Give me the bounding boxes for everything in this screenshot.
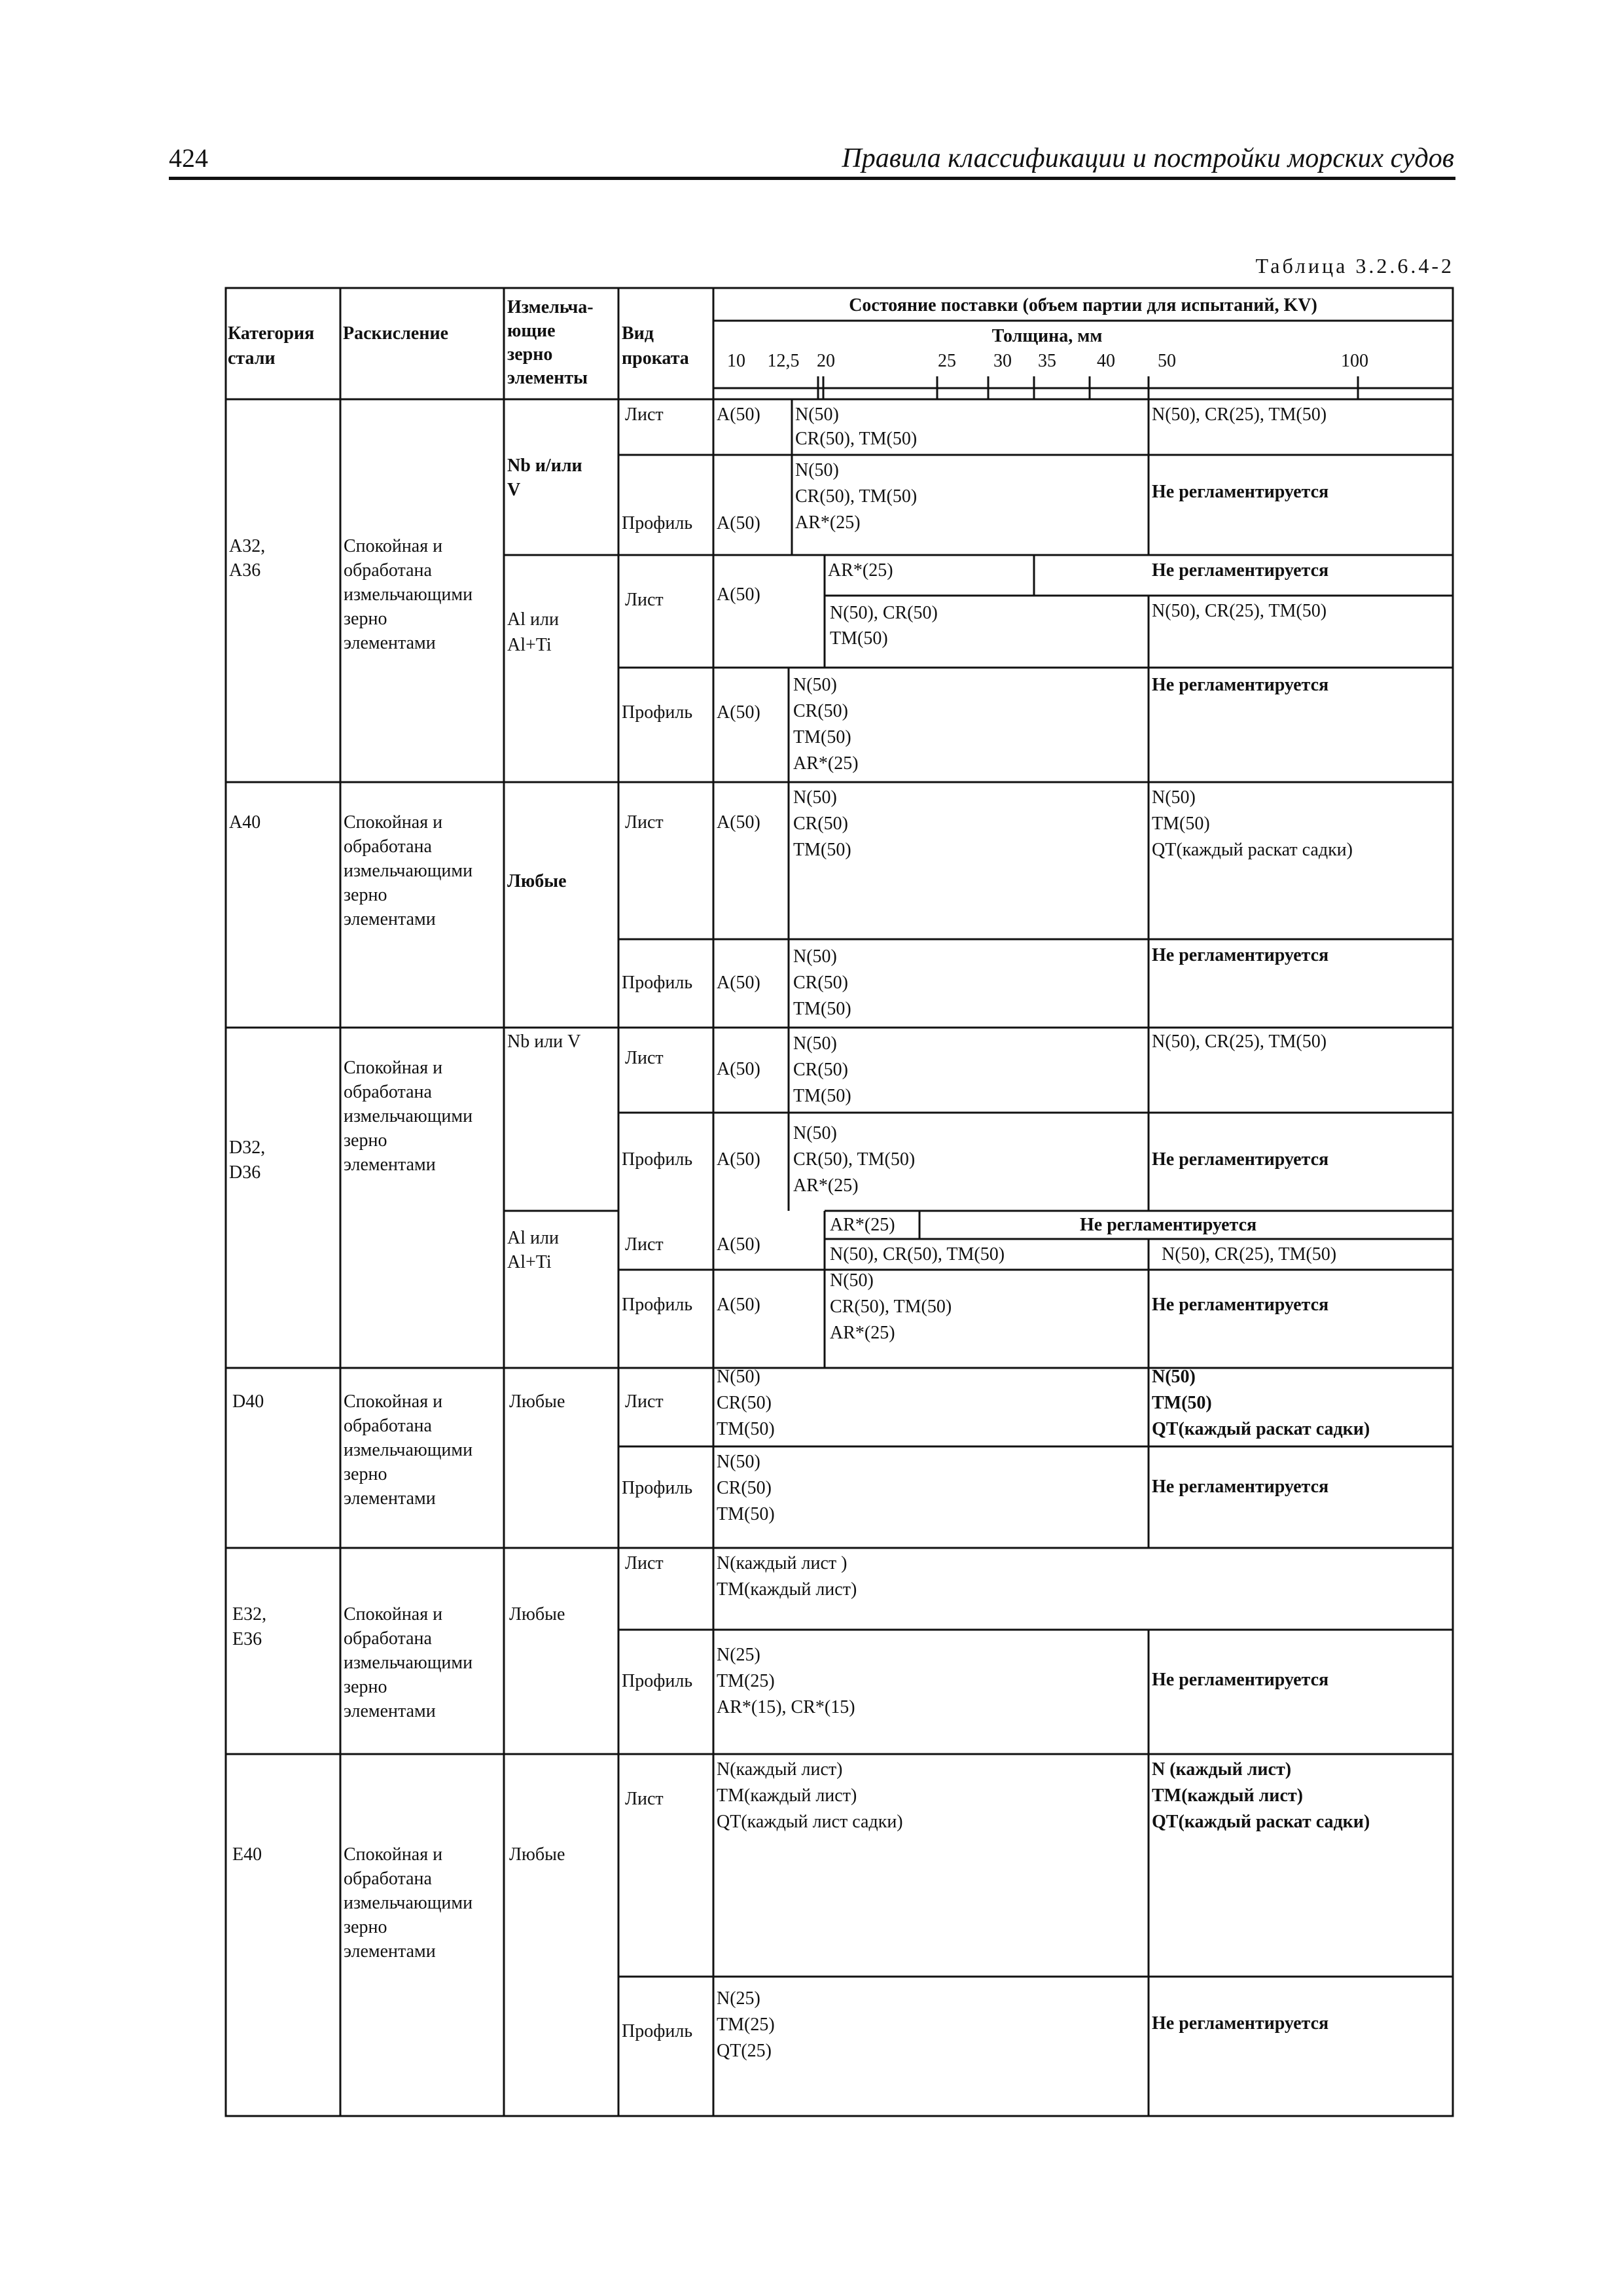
cell-value: CR(50)	[793, 814, 848, 834]
cell-value: Не регламентируется	[1152, 482, 1329, 502]
deoxidation-text: Спокойная и	[344, 536, 443, 556]
deoxidation-text: измельчающими	[344, 861, 473, 881]
product-form: Лист	[625, 1553, 664, 1573]
cell-value: N(50)	[793, 1033, 837, 1054]
product-form: Профиль	[622, 973, 693, 993]
deoxidation-text: измельчающими	[344, 1106, 473, 1126]
cell-value: A(50)	[717, 1059, 760, 1079]
cell-value: N(50)	[793, 787, 837, 808]
cell-value: TM(50)	[1152, 1393, 1212, 1413]
cell-value: N(50)	[795, 404, 839, 425]
deoxidation-text: обработана	[344, 1082, 432, 1102]
category-d40: D40	[232, 1391, 264, 1412]
cell-value: N (каждый лист)	[1152, 1759, 1292, 1780]
header-elements-line-3: зерно	[507, 344, 553, 365]
cell-value: QT(каждый лист садки)	[717, 1812, 903, 1832]
cell-value: AR*(25)	[828, 560, 893, 581]
cell-value: CR(50), TM(50)	[793, 1149, 916, 1170]
elements-text: Nb или V	[507, 1031, 581, 1052]
product-form: Профиль	[622, 513, 693, 533]
cell-value: N(50), CR(25), TM(50)	[1152, 1031, 1327, 1052]
cell-value: TM(каждый лист)	[717, 1579, 857, 1600]
running-title: Правила классификации и постройки морских судов	[842, 143, 1454, 173]
cell-value: TM(50)	[717, 1504, 775, 1524]
cell-value: Не регламентируется	[1152, 1149, 1329, 1170]
category-a32-a36: A36	[229, 560, 261, 581]
cell-value: N(50)	[717, 1367, 760, 1387]
cell-value: N(25)	[717, 1645, 760, 1665]
cell-value: Не регламентируется	[1152, 1295, 1329, 1315]
cell-value: CR(50)	[793, 1060, 848, 1080]
cell-value: Не регламентируется	[1152, 675, 1329, 695]
deoxidation-text: измельчающими	[344, 1653, 473, 1673]
cell-value: TM(50)	[793, 999, 851, 1019]
cell-value: Не регламентируется	[1152, 2013, 1329, 2034]
cell-value: AR*(25)	[795, 512, 861, 533]
cell-value: A(50)	[717, 513, 760, 533]
cell-value: N(50)	[830, 1270, 874, 1291]
header-category-line-1: Категория	[228, 323, 315, 344]
tick-label: 35	[1038, 351, 1056, 371]
product-form: Лист	[625, 812, 664, 833]
header-delivery-condition: Состояние поставки (объем партии для испытаний, KV)	[849, 295, 1317, 315]
deoxidation-text: зерно	[344, 609, 387, 629]
product-form: Профиль	[622, 1295, 693, 1315]
cell-value: A(50)	[717, 404, 760, 425]
cell-value: A(50)	[717, 812, 760, 833]
product-form: Профиль	[622, 2021, 693, 2041]
header-category-line-2: стали	[228, 348, 276, 368]
category-a32-a36: A32,	[229, 536, 266, 556]
product-form: Профиль	[622, 702, 693, 723]
cell-value: AR*(15), CR*(15)	[717, 1697, 855, 1717]
cell-value: QT(каждый раскат садки)	[1152, 840, 1353, 860]
cell-value: Не регламентируется	[1152, 1670, 1329, 1690]
cell-value: QT(каждый раскат садки)	[1152, 1812, 1370, 1832]
cell-value: TM(каждый лист)	[1152, 1785, 1303, 1806]
product-form: Лист	[625, 1234, 664, 1255]
cell-value: N(50)	[1152, 787, 1196, 808]
tick-label: 10	[727, 351, 745, 371]
cell-value: A(50)	[717, 1295, 760, 1315]
deoxidation-text: элементами	[344, 1155, 436, 1175]
tick-label: 20	[817, 351, 835, 371]
cell-value: Не регламентируется	[1152, 560, 1329, 581]
product-form: Лист	[625, 1048, 664, 1068]
cell-value: QT(25)	[717, 2041, 772, 2061]
deoxidation-text: элементами	[344, 1701, 436, 1721]
cell-value: QT(каждый раскат садки)	[1152, 1419, 1370, 1439]
deoxidation-text: обработана	[344, 1869, 432, 1889]
product-form: Лист	[625, 1789, 664, 1809]
category-e40: E40	[232, 1844, 262, 1865]
cell-value: N(50)	[717, 1452, 760, 1472]
cell-value: Не регламентируется	[1080, 1215, 1257, 1235]
tick-label: 40	[1097, 351, 1115, 371]
cell-value: N(50), CR(25), TM(50)	[1152, 404, 1327, 425]
cell-value: CR(50), TM(50)	[795, 486, 918, 507]
deoxidation-text: зерно	[344, 1917, 387, 1937]
cell-value: TM(50)	[793, 1086, 851, 1106]
deoxidation-text: обработана	[344, 560, 432, 581]
cell-value: A(50)	[717, 973, 760, 993]
cell-value: N(50), CR(50)	[830, 603, 938, 623]
deoxidation-text: Спокойная и	[344, 1844, 443, 1865]
tick-label: 25	[938, 351, 956, 371]
product-form: Профиль	[622, 1149, 693, 1170]
category-e32-e36: E32,	[232, 1604, 267, 1624]
cell-value: N(25)	[717, 1988, 760, 2009]
cell-value: TM(50)	[1152, 814, 1210, 834]
elements-text: Al+Ti	[507, 1252, 552, 1272]
cell-value: CR(50)	[717, 1393, 772, 1413]
category-a40: A40	[229, 812, 261, 833]
deoxidation-text: Спокойная и	[344, 1391, 443, 1412]
deoxidation-text: Спокойная и	[344, 1058, 443, 1078]
deoxidation-text: зерно	[344, 1464, 387, 1484]
tick-label: 50	[1158, 351, 1176, 371]
cell-value: AR*(25)	[793, 1175, 859, 1196]
cell-value: CR(50)	[793, 701, 848, 721]
elements-text: Любые	[509, 1391, 565, 1412]
cell-value: A(50)	[717, 584, 760, 605]
cell-value: A(50)	[717, 1149, 760, 1170]
header-product-form-line-1: Вид	[622, 323, 654, 344]
cell-value: N(50)	[793, 946, 837, 967]
header-elements-line-1: Измельча-	[507, 297, 594, 317]
cell-value: TM(каждый лист)	[717, 1785, 857, 1806]
deoxidation-text: измельчающими	[344, 1893, 473, 1913]
elements-text: Al или	[507, 609, 559, 630]
cell-value: AR*(25)	[793, 753, 859, 774]
elements-text: Любые	[507, 871, 567, 891]
category-e32-e36: E36	[232, 1629, 262, 1649]
cell-value: N(каждый лист)	[717, 1759, 843, 1780]
cell-value: CR(50)	[793, 973, 848, 993]
product-form: Лист	[625, 590, 664, 610]
cell-value: TM(50)	[717, 1419, 775, 1439]
elements-text: Al+Ti	[507, 635, 552, 655]
deoxidation-text: элементами	[344, 1488, 436, 1509]
cell-value: N(50)	[793, 1123, 837, 1143]
deoxidation-text: зерно	[344, 1130, 387, 1151]
deoxidation-text: обработана	[344, 836, 432, 857]
elements-text: Nb и/или	[507, 456, 582, 476]
cell-value: N(50), CR(25), TM(50)	[1152, 601, 1327, 621]
cell-value: Не регламентируется	[1152, 945, 1329, 965]
deoxidation-text: зерно	[344, 885, 387, 905]
cell-value: Не регламентируется	[1152, 1477, 1329, 1497]
deoxidation-text: обработана	[344, 1416, 432, 1436]
cell-value: TM(50)	[830, 628, 888, 649]
header-product-form-line-2: проката	[622, 348, 689, 368]
cell-value: N(50)	[793, 675, 837, 695]
category-d32-d36: D36	[229, 1162, 261, 1183]
thickness-ticks	[727, 351, 1368, 371]
cell-value: CR(50), TM(50)	[830, 1297, 952, 1317]
product-form: Профиль	[622, 1671, 693, 1691]
cell-value: N(50)	[795, 460, 839, 480]
cell-value: N(50), CR(50), TM(50)	[830, 1244, 1005, 1265]
deoxidation-text: обработана	[344, 1628, 432, 1649]
elements-text: Любые	[509, 1844, 565, 1865]
elements-text: Любые	[509, 1604, 565, 1624]
deoxidation-text: элементами	[344, 1941, 436, 1962]
elements-text: Al или	[507, 1228, 559, 1248]
header-elements-line-4: элементы	[507, 368, 588, 388]
cell-value: TM(50)	[793, 727, 851, 747]
cell-value: CR(50), TM(50)	[795, 429, 918, 449]
elements-text: V	[507, 480, 521, 500]
cell-value: TM(50)	[793, 840, 851, 860]
deoxidation-text: Спокойная и	[344, 812, 443, 833]
cell-value: CR(50)	[717, 1478, 772, 1498]
cell-value: A(50)	[717, 1234, 760, 1255]
page-number: 424	[169, 143, 208, 173]
cell-value: N(50), CR(25), TM(50)	[1162, 1244, 1337, 1265]
category-d32-d36: D32,	[229, 1138, 266, 1158]
header-elements-line-2: ющие	[507, 321, 556, 341]
cell-value: TM(25)	[717, 2015, 775, 2035]
deoxidation-text: измельчающими	[344, 1440, 473, 1460]
deoxidation-text: элементами	[344, 633, 436, 653]
deoxidation-text: элементами	[344, 909, 436, 929]
product-form: Лист	[625, 404, 664, 425]
deoxidation-text: измельчающими	[344, 584, 473, 605]
table-caption: Таблица 3.2.6.4-2	[1255, 254, 1454, 278]
deoxidation-text: Спокойная и	[344, 1604, 443, 1624]
cell-value: AR*(25)	[830, 1215, 895, 1235]
tick-label: 100	[1341, 351, 1368, 371]
product-form: Профиль	[622, 1478, 693, 1498]
cell-value: N(50)	[1152, 1367, 1196, 1387]
deoxidation-text: зерно	[344, 1677, 387, 1697]
header-deoxidation: Раскисление	[343, 323, 449, 344]
tick-label: 12,5	[767, 351, 800, 371]
cell-value: A(50)	[717, 702, 760, 723]
cell-value: N(каждый лист )	[717, 1553, 847, 1573]
cell-value: AR*(25)	[830, 1323, 895, 1343]
tick-label: 30	[993, 351, 1012, 371]
product-form: Лист	[625, 1391, 664, 1412]
cell-value: TM(25)	[717, 1671, 775, 1691]
header-thickness: Толщина, мм	[991, 326, 1103, 346]
